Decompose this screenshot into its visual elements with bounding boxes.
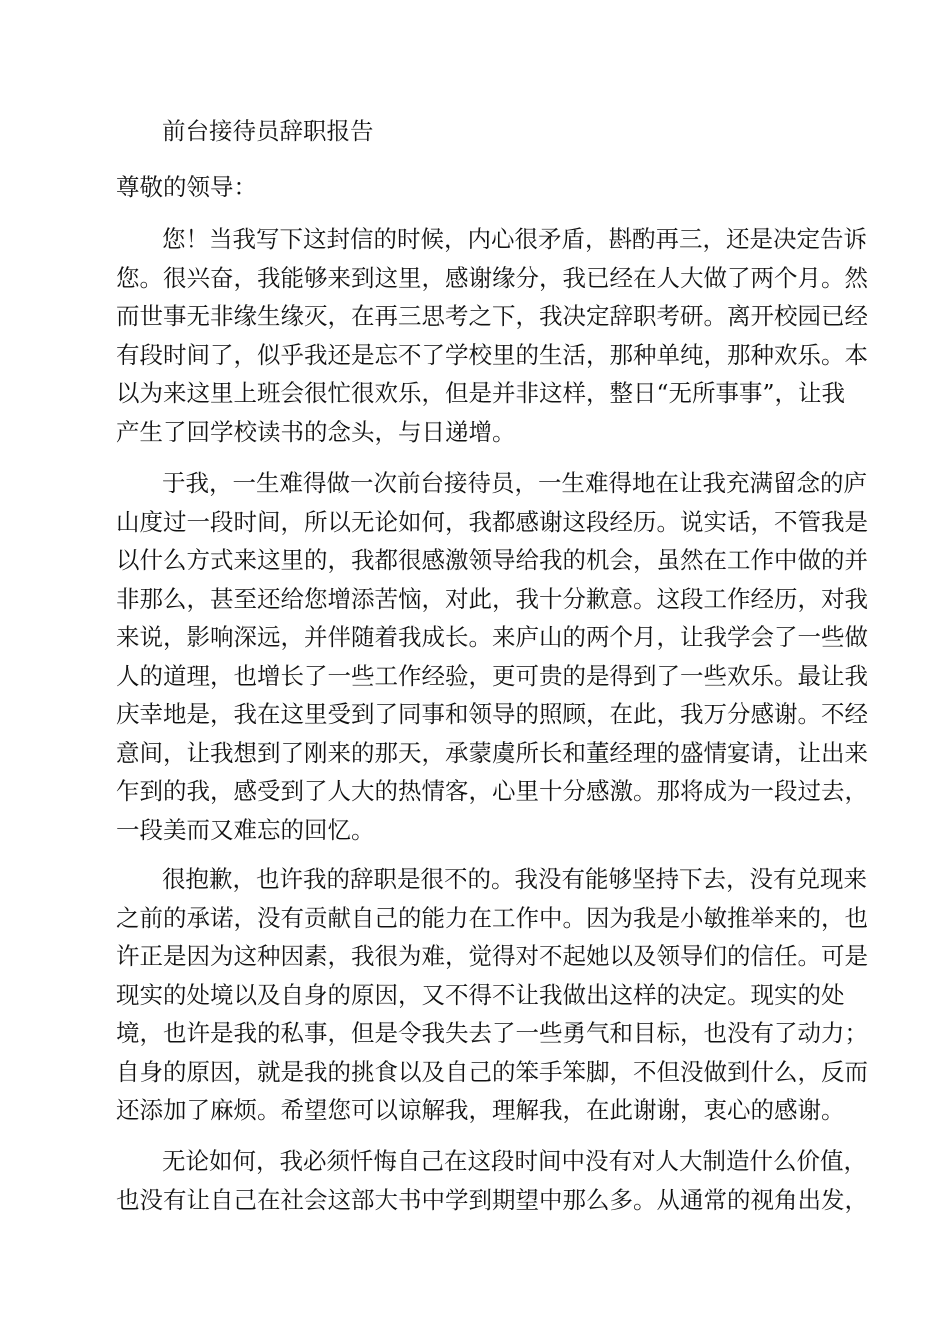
paragraph-line: 您。很兴奋，我能够来到这里，感谢缘分，我已经在人大做了两个月。然 xyxy=(116,263,868,292)
paragraph-line: 以为来这里上班会很忙很欢乐，但是并非这样，整日“无所事事”，让我 xyxy=(116,379,846,407)
paragraph-line: 而世事无非缘生缘灭，在再三思考之下，我决定辞职考研。离开校园已经 xyxy=(116,302,868,330)
paragraph-line: 许正是因为这种因素，我很为难，觉得对不起她以及领导们的信任。可是 xyxy=(116,942,868,970)
paragraph-line: 产生了回学校读书的念头，与日递增。 xyxy=(116,417,516,446)
paragraph-line: 于我，一生难得做一次前台接待员，一生难得地在让我充满留念的庐 xyxy=(162,469,867,497)
paragraph-line: 境，也许是我的私事，但是令我失去了一些勇气和目标，也没有了动力； xyxy=(116,1019,868,1047)
paragraph-3 xyxy=(116,860,868,1130)
salutation: 尊敬的领导： xyxy=(116,173,257,201)
paragraph-line: 乍到的我，感受到了人大的热情客，心里十分感激。那将成为一段过去， xyxy=(116,777,868,805)
document-title: 前台接待员辞职报告 xyxy=(162,117,374,145)
paragraph-line: 来说，影响深远，并伴随着我成长。来庐山的两个月，让我学会了一些做 xyxy=(116,623,868,651)
paragraph-line: 您！当我写下这封信的时候，内心很矛盾，斟酌再三，还是决定告诉 xyxy=(162,225,867,253)
paragraph-line: 非那么，甚至还给您增添苦恼，对此，我十分歉意。这段工作经历，对我 xyxy=(116,584,868,613)
paragraph-2 xyxy=(116,464,868,849)
paragraph-line: 意间，让我想到了刚来的那天，承蒙虞所长和董经理的盛情宴请，让出来 xyxy=(116,738,868,767)
paragraph-line: 山度过一段时间，所以无论如何，我都感谢这段经历。说实话，不管我是 xyxy=(116,507,868,536)
paragraph-line: 以什么方式来这里的，我都很感激领导给我的机会，虽然在工作中做的并 xyxy=(116,546,868,574)
paragraph-line: 有段时间了，似乎我还是忘不了学校里的生活，那种单纯，那种欢乐。本 xyxy=(116,340,868,369)
paragraph-1 xyxy=(116,220,868,451)
paragraph-line: 庆幸地是，我在这里受到了同事和领导的照顾，在此，我万分感谢。不经 xyxy=(116,700,868,728)
paragraph-line: 人的道理，也增长了一些工作经验，更可贵的是得到了一些欢乐。最让我 xyxy=(116,661,868,690)
paragraph-line: 还添加了麻烦。希望您可以谅解我，理解我，在此谢谢，衷心的感谢。 xyxy=(116,1096,845,1124)
paragraph-4 xyxy=(116,1142,868,1219)
paragraph-line: 之前的承诺，没有贡献自己的能力在工作中。因为我是小敏推举来的，也 xyxy=(116,903,868,932)
paragraph-line: 现实的处境以及自身的原因，又不得不让我做出这样的决定。现实的处 xyxy=(116,980,845,1009)
paragraph-line: 无论如何，我必须忏悔自己在这段时间中没有对人大制造什么价值， xyxy=(162,1147,867,1175)
paragraph-line: 很抱歉，也许我的辞职是很不的。我没有能够坚持下去，没有兑现来 xyxy=(162,865,867,893)
paragraph-line: 也没有让自己在社会这部大书中学到期望中那么多。从通常的视角出发， xyxy=(116,1185,868,1214)
paragraph-line: 自身的原因，就是我的挑食以及自己的笨手笨脚，不但没做到什么，反而 xyxy=(116,1057,868,1086)
paragraph-line: 一段美而又难忘的回忆。 xyxy=(116,815,375,844)
